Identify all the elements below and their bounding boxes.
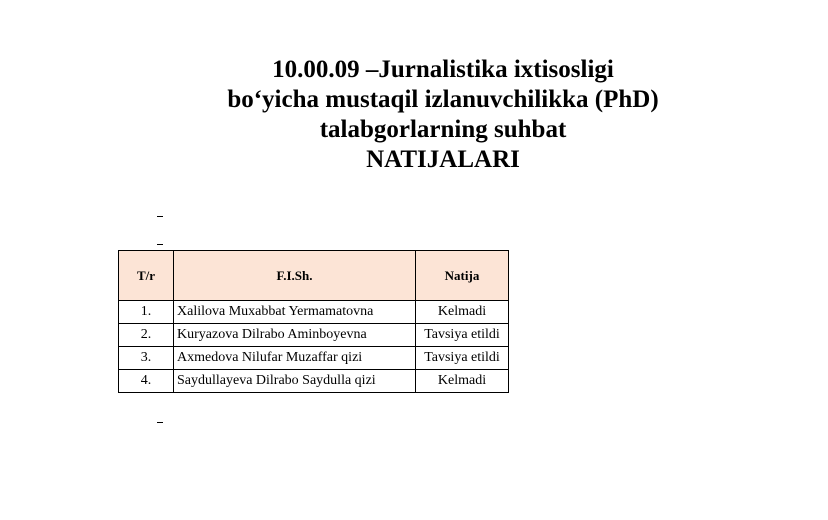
row-number: 4. xyxy=(119,370,174,393)
row-number: 2. xyxy=(119,324,174,347)
document-title xyxy=(160,55,726,175)
dash-marker xyxy=(157,244,163,245)
title-line-2: bo‘yicha mustaqil izlanuvchilikka (PhD) xyxy=(227,86,659,113)
header-result: Natija xyxy=(416,251,509,301)
table-row xyxy=(119,347,509,370)
title-line-3: talabgorlarning suhbat xyxy=(319,116,567,143)
row-result: Kelmadi xyxy=(416,301,509,324)
results-table xyxy=(118,250,509,393)
row-result: Tavsiya etildi xyxy=(416,324,509,347)
row-full-name: Xalilova Muxabbat Yermamatovna xyxy=(174,301,416,324)
dash-marker xyxy=(157,422,163,423)
row-number: 3. xyxy=(119,347,174,370)
row-result: Kelmadi xyxy=(416,370,509,393)
table-header-row xyxy=(119,251,509,301)
row-number: 1. xyxy=(119,301,174,324)
row-full-name: Axmedova Nilufar Muzaffar qizi xyxy=(174,347,416,370)
dash-marker xyxy=(157,216,163,217)
row-full-name: Saydullayeva Dilrabo Saydulla qizi xyxy=(174,370,416,393)
row-result: Tavsiya etildi xyxy=(416,347,509,370)
table-row xyxy=(119,370,509,393)
title-line-4: NATIJALARI xyxy=(366,146,520,173)
header-number: T/r xyxy=(119,251,174,301)
title-line-1: 10.00.09 –Jurnalistika ixtisosligi xyxy=(272,56,614,83)
table-row xyxy=(119,324,509,347)
header-full-name: F.I.Sh. xyxy=(174,251,416,301)
row-full-name: Kuryazova Dilrabo Aminboyevna xyxy=(174,324,416,347)
table-row xyxy=(119,301,509,324)
